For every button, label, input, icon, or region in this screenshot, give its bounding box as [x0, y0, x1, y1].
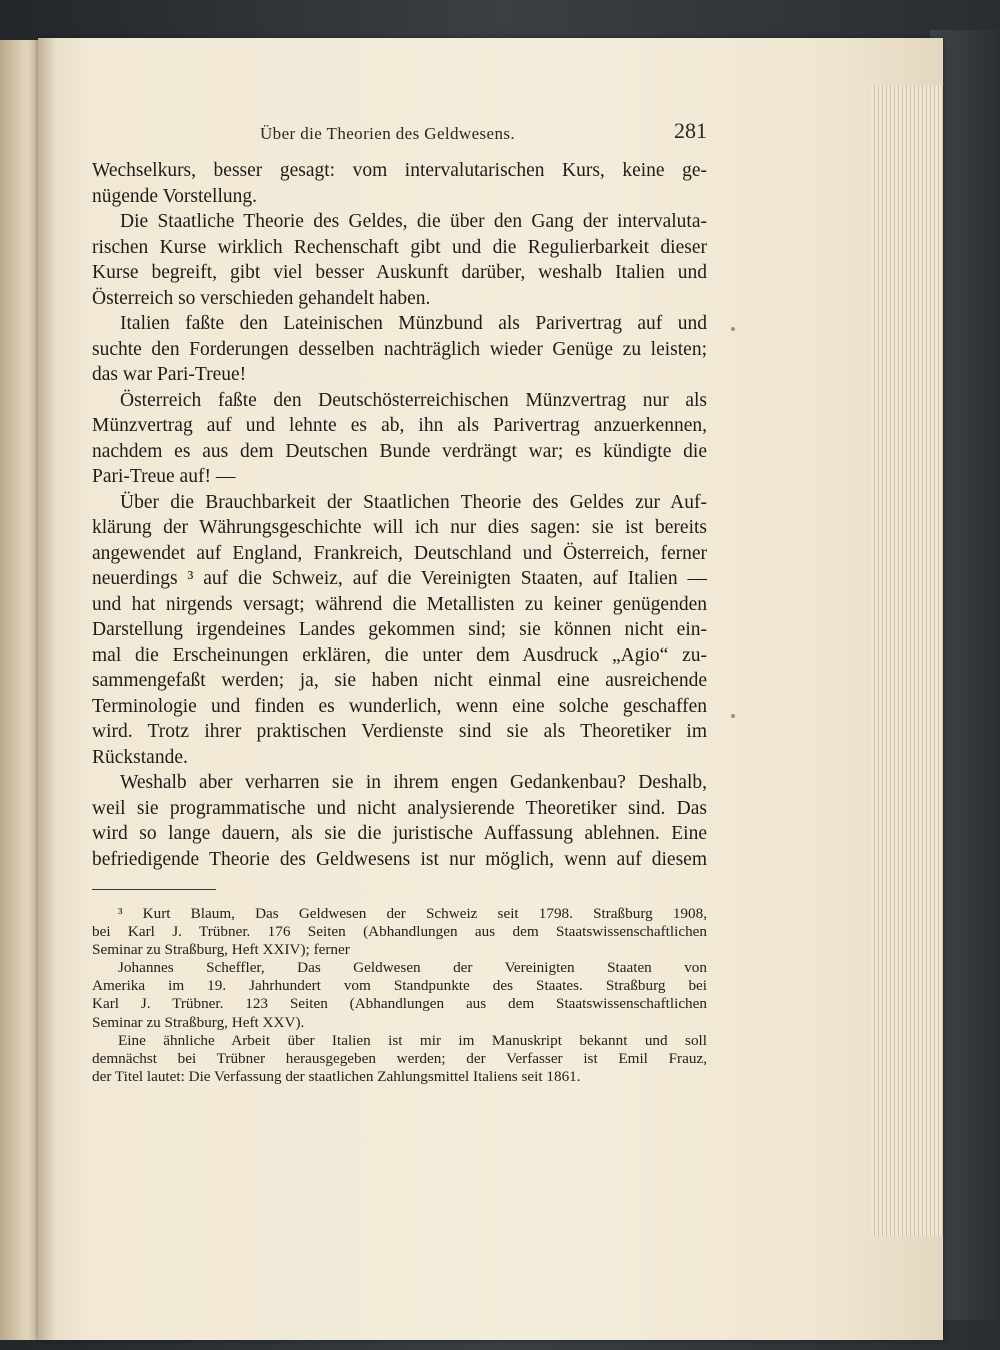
- page-header: [92, 118, 707, 152]
- page-number: 281: [674, 118, 707, 143]
- text-line: Über die Brauchbarkeit der Staatlichen Theorie des Geldes zur Auf-: [120, 491, 707, 513]
- bleed-through-mark: [731, 714, 735, 718]
- text-line: angewendet auf England, Frankreich, Deutschland und Österreich, ferner: [92, 542, 707, 564]
- footnote-line: der Titel lautet: Die Verfassung der staatlichen Zahlungsmittel Italiens seit 1861.: [92, 1067, 581, 1085]
- footnote-line: Seminar zu Straßburg, Heft XXIV); ferner: [92, 941, 350, 959]
- page-stack-edges: [871, 86, 943, 1236]
- text-line: mal die Erscheinungen erklären, die unter dem Ausdruck „Agio“ zu-: [92, 644, 707, 666]
- text-line: suchte den Forderungen desselben nachträglich wieder Genüge zu leisten;: [92, 338, 707, 360]
- text-line: Kurse begreift, gibt viel besser Auskunft darüber, weshalb Italien und: [92, 262, 707, 283]
- footnote-line: ³ Kurt Blaum, Das Geldwesen der Schweiz seit 1798. Straßburg 1908,: [118, 905, 707, 922]
- text-line: nachdem es aus dem Deutschen Bunde verdrängt war; es kündigte die: [92, 440, 707, 462]
- text-line: klärung der Währungsgeschichte will ich nur dies sagen: sie ist bereits: [92, 517, 707, 538]
- text-line: Pari-Treue auf! —: [92, 466, 236, 487]
- footnote-line: Amerika im 19. Jahrhundert vom Standpunkte des Staates. Straßburg bei: [92, 977, 707, 995]
- text-line: nügende Vorstellung.: [92, 185, 258, 207]
- text-line: das war Pari-Treue!: [92, 364, 247, 385]
- footnote-line: demnächst bei Trübner herausgegeben werden; der Verfasser ist Emil Frauz,: [92, 1049, 707, 1067]
- text-line: wird so lange dauern, als sie die juristische Auffassung ablehnen. Eine: [92, 823, 707, 844]
- spine-shadow: [38, 38, 56, 1340]
- text-line: sammengefaßt werden; ja, sie haben nicht einmal eine ausreichende: [92, 670, 707, 691]
- text-line: Die Staatliche Theorie des Geldes, die über den Gang der intervaluta-: [120, 211, 707, 232]
- text-line: Österreich so verschieden gehandelt haben.: [92, 287, 431, 309]
- footnote-line: bei Karl J. Trübner. 176 Seiten (Abhandlungen aus dem Staatswissenschaftlichen: [92, 923, 707, 941]
- text-line: und hat nirgends versagt; während die Metallisten zu keiner genügenden: [92, 593, 707, 615]
- text-line: Darstellung irgendeines Landes gekommen sind; sie können nicht ein-: [92, 619, 707, 640]
- text-line: Münzvertrag auf und lehnte es ab, ihn als Parivertrag anzuerkennen,: [92, 415, 707, 436]
- running-head: Über die Theorien des Geldwesens.: [260, 124, 516, 143]
- footnote-rule: [92, 889, 216, 890]
- bleed-through-mark: [731, 327, 735, 331]
- facing-page-edge: [0, 40, 38, 1340]
- text-line: Italien faßte den Lateinischen Münzbund als Parivertrag auf und: [120, 313, 707, 334]
- text-line: wird. Trotz ihrer praktischen Verdienste sind sie als Theoretiker im: [92, 721, 707, 742]
- footnote-line: Seminar zu Straßburg, Heft XXV).: [92, 1013, 305, 1031]
- text-line: neuerdings ³ auf die Schweiz, auf die Vereinigten Staaten, auf Italien —: [92, 568, 707, 589]
- text-line: Weshalb aber verharren sie in ihrem engen Gedankenbau? Deshalb,: [120, 772, 707, 793]
- text-line: Wechselkurs, besser gesagt: vom intervalutarischen Kurs, keine ge-: [92, 160, 707, 181]
- footnotes: [92, 905, 707, 1086]
- text-line: Terminologie und finden es wunderlich, wenn eine solche geschaffen: [92, 695, 707, 717]
- text-line: Rückstande.: [92, 746, 188, 768]
- footnote-line: Johannes Scheffler, Das Geldwesen der Vereinigten Staaten von: [118, 959, 707, 977]
- text-line: Österreich faßte den Deutschösterreichischen Münzvertrag nur als: [120, 389, 707, 411]
- footnote-line: Karl J. Trübner. 123 Seiten (Abhandlungen aus dem Staatswissenschaftlichen: [92, 995, 707, 1013]
- text-line: rischen Kurse wirklich Rechenschaft gibt und die Regulierbarkeit dieser: [92, 236, 707, 258]
- text-line: befriedigende Theorie des Geldwesens ist nur möglich, wenn auf diesem: [92, 848, 707, 870]
- body-text: [92, 158, 707, 872]
- footnote-line: Eine ähnliche Arbeit über Italien ist mir im Manuskript bekannt und soll: [118, 1031, 707, 1049]
- text-line: weil sie programmatische und nicht analysierende Theoretiker sind. Das: [92, 797, 707, 819]
